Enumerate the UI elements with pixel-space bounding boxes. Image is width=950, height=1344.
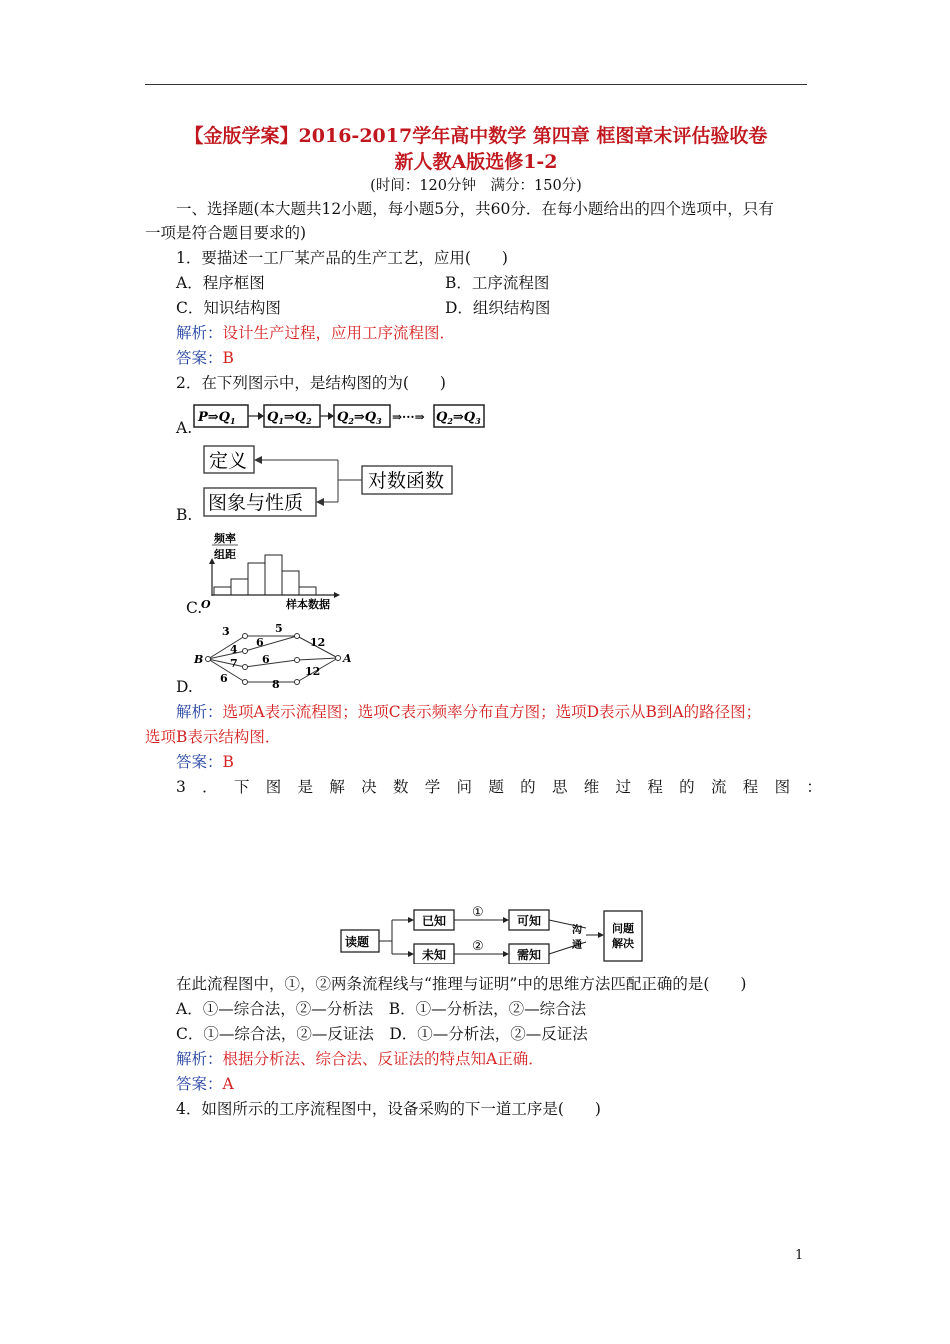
analysis-text: 根据分析法、综合法、反证法的特点知A正确． [222,1050,544,1068]
flow-canknow-text: 可知 [517,914,542,928]
q2-label-d: D. [176,678,193,696]
analysis-text-1: 选项A表示流程图；选项C表示频率分布直方图；选项D表示从B到A的路径图； [222,703,762,721]
flow-box-2-text: $Q_1\Rightarrow Q_2$ [267,410,312,426]
flow-box-1-text: $P\Rightarrow Q_1$ [198,410,236,426]
q1-analysis [176,323,455,343]
diagram-c-histogram [196,528,346,614]
hist-bars [214,555,316,595]
q2-analysis-line2: 选项B表示结构图． [145,728,281,746]
struct-box-log-function-text: 对数函数 [368,470,445,492]
header-rule [145,84,807,85]
edge-label-9: 6 [220,672,228,685]
doc-title-line2: 新人教A版选修1-2 [394,151,558,173]
flow-dots: ⇒···⇒ [392,410,425,424]
hist-origin: O [201,598,211,611]
analysis-label: 解析： [176,1050,223,1068]
q3-stem: 3．下图是解决数学问题的思维过程的流程图： [176,778,839,796]
node-7 [295,680,300,685]
edge-label-8: 12 [305,665,321,678]
diagram-a-flow [190,402,490,432]
struct-box-definition-text: 定义 [209,450,248,472]
q1-option-d: D．组织结构图 [445,299,551,317]
q2-label-b: B. [176,506,193,524]
q3-options-cd: C．①—综合法，②—反证法 D．①—分析法，②—反证法 [176,1025,588,1043]
q1-option-a: A．程序框图 [176,274,265,292]
page-number: 1 [795,1248,804,1263]
flow-solve-box [604,911,642,961]
hist-ylabel-bottom: 组距 [214,548,236,561]
diagram-b-structure [198,440,460,522]
node-a-label: A [343,652,352,665]
q1-stem: 1．要描述一工厂某产品的生产工艺，应用( ) [176,249,508,267]
flow-solve-text-2: 解决 [612,937,634,950]
node-5 [295,634,300,639]
doc-title-line1: 【金版学案】2016-2017学年高中数学 第四章 框图章末评估验收卷 [184,125,768,147]
analysis-text: 设计生产过程，应用工序流程图． [222,324,456,342]
hist-bar [248,563,265,595]
hist-bar [265,555,282,595]
section-intro-line1: 一、选择题(本大题共12小题，每小题5分，共60分．在每小题给出的四个选项中，只有 [176,200,774,218]
answer-value: B [222,753,234,771]
flow-circle-1: ① [472,905,484,920]
struct-box-graph-properties-text: 图象与性质 [208,492,304,514]
analysis-label: 解析： [176,703,223,721]
node-a [336,656,341,661]
section-intro-line2: 一项是符合题目要求的) [145,224,307,242]
flow-box-4-text: $Q_2\Rightarrow Q_3$ [436,410,481,426]
q1-option-b: B．工序流程图 [445,274,550,292]
edge-label-10: 8 [272,678,280,690]
time-info: (时间：120分钟 满分：150分) [370,178,582,194]
edge-label-5: 12 [310,636,326,649]
q1-option-c: C．知识结构图 [176,299,281,317]
q3-flowchart [336,902,648,964]
flow-communicate-1: 沟 [572,925,582,936]
diagram-d-path-graph [190,620,356,690]
q4-stem: 4．如图所示的工序流程图中，设备采购的下一道工序是( ) [176,1100,601,1118]
hist-xlabel: 样本数据 [286,598,330,611]
flow-box-3-text: $Q_2\Rightarrow Q_3$ [337,410,382,426]
hist-bar [299,587,316,595]
edge-label-2: 5 [275,622,283,635]
node-4 [243,680,248,685]
answer-label: 答案： [176,349,223,367]
edge-label-7: 6 [262,653,270,666]
answer-value: A [222,1075,234,1093]
q2-answer [176,752,234,772]
node-3 [243,665,248,670]
flow-read-text: 读题 [345,935,370,949]
hist-bar [231,579,248,595]
hist-bar [214,587,231,595]
q2-analysis-line1 [176,702,761,722]
flow-needknow-text: 需知 [517,948,542,962]
answer-label: 答案： [176,1075,223,1093]
node-1 [243,634,248,639]
node-b-label: B [194,653,204,666]
q3-options-ab: A．①—综合法，②—分析法 B．①—分析法，②—综合法 [176,1000,587,1018]
flow-known-text: 已知 [422,914,447,928]
hist-bar [282,571,299,595]
edge-label-4: 6 [256,636,264,649]
answer-label: 答案： [176,753,223,771]
edge-label-6: 7 [230,657,238,670]
q2-stem: 2．在下列图示中，是结构图的为( ) [176,374,446,392]
q2-label-c: C. [186,599,203,617]
q3-analysis [176,1049,544,1069]
flow-unknown-text: 未知 [422,948,447,962]
q3-question: 在此流程图中，①，②两条流程线与“推理与证明”中的思维方法匹配正确的是( ) [176,975,747,993]
answer-value: B [222,349,234,367]
edge-label-3: 4 [230,643,238,656]
q3-answer [176,1074,234,1094]
node-6 [295,658,300,663]
node-2 [243,649,248,654]
flow-circle-2: ② [472,939,484,954]
q1-answer [176,348,234,368]
analysis-label: 解析： [176,324,223,342]
node-b [206,657,211,662]
q2-label-a: A. [176,419,193,437]
edge-label-1: 3 [222,625,230,638]
flow-solve-text-1: 问题 [612,922,634,935]
flow-communicate-2: 通 [572,940,582,951]
hist-ylabel-top: 频率 [214,532,236,545]
